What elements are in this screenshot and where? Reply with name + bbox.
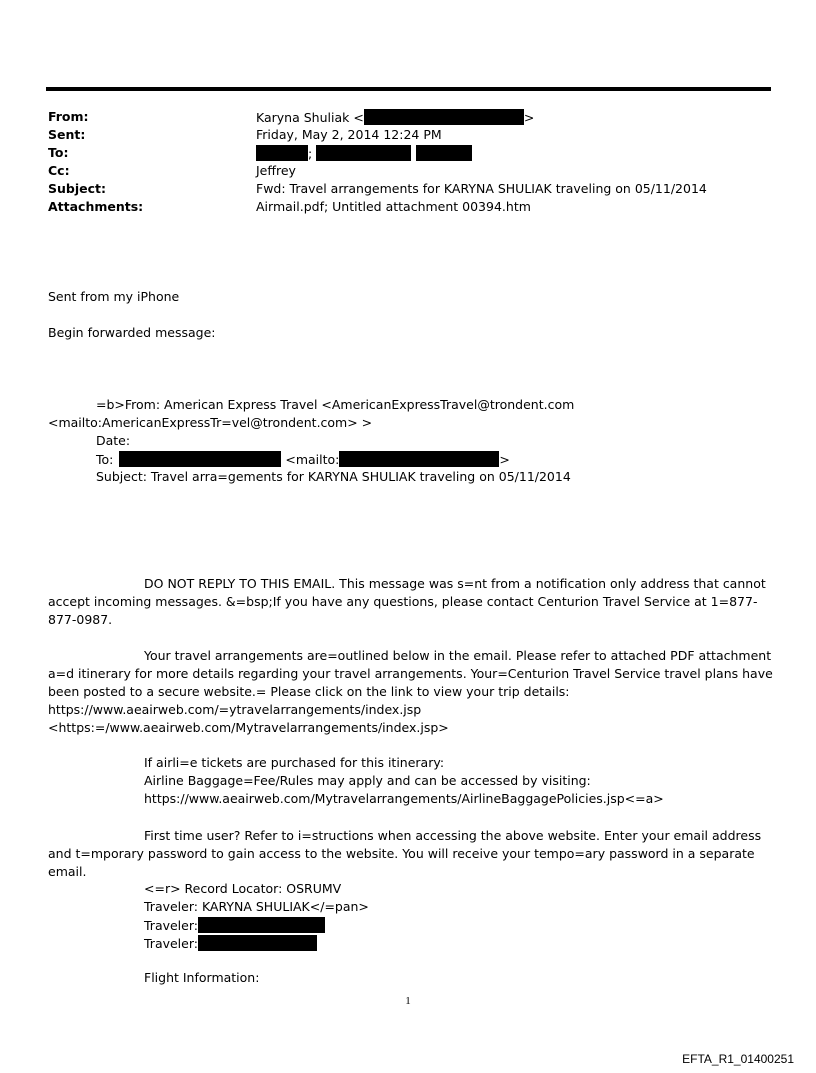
fwd-to-label: To: [96,452,114,467]
flight-information-heading: Flight Information: [144,970,260,985]
from-close: > [523,110,535,125]
traveler-2-label: Traveler: [144,918,198,933]
to-label: To: [48,145,69,160]
to-value [256,145,472,162]
redaction-box [198,935,317,951]
attachments-label: Attachments: [48,199,144,214]
redaction-box [316,145,411,161]
to-separator: ; [308,146,313,161]
cc-value: Jeffrey [256,163,296,178]
baggage-link[interactable]: https://www.aeairweb.com/Mytravelarrangements/AirlineBaggagePolicies.jsp<=a> [144,791,664,806]
fwd-subject-line: Subject: Travel arra=gements for KARYNA SHULIAK traveling on 05/11/2014 [96,469,571,484]
subject-label: Subject: [48,181,106,196]
arrangements-text: Your travel arrangements are=outlined below in the email. Please refer to attached PDF attachment a=d itinerary for more details regarding your travel arrangements. Your=Centurion Travel Service travel plans have been posted to a secure website.= Please click on the link to view your trip details: [48,648,773,699]
bates-number: EFTA_R1_01400251 [682,1052,794,1066]
fwd-from-line2: <mailto:AmericanExpressTr=vel@trondent.com> > [48,415,373,430]
notice-paragraph [48,575,778,629]
redaction-box [364,109,524,125]
first-time-text: First time user? Refer to i=structions when accessing the above website. Enter your email address and t=mporary password to gain access to the website. You will receive your tempo=ary password in a separate email. [48,828,762,879]
page-number: 1 [405,995,411,1007]
from-label: From: [48,109,89,124]
redaction-box [416,145,472,161]
fwd-date-line: Date: [96,433,131,448]
begin-forwarded-line: Begin forwarded message: [48,325,216,340]
fwd-from-line1: =b>From: American Express Travel <AmericanExpressTravel@trondent.com [96,397,575,412]
attachments-value: Airmail.pdf; Untitled attachment 00394.htm [256,199,531,214]
fwd-to-mailto: <mailto: [285,452,340,467]
baggage-line1: If airli=e tickets are purchased for this itinerary: [144,755,445,770]
redaction-box [198,917,325,933]
cc-label: Cc: [48,163,70,178]
redaction-box [339,451,499,467]
subject-value: Fwd: Travel arrangements for KARYNA SHULIAK traveling on 05/11/2014 [256,181,707,196]
from-value [256,109,534,126]
traveler-1: Traveler: KARYNA SHULIAK</=pan> [144,899,369,914]
traveler-3-label: Traveler: [144,936,198,951]
redaction-box [119,451,281,467]
fwd-to-line [96,451,510,468]
sent-from-line: Sent from my iPhone [48,289,180,304]
first-time-paragraph [48,827,778,881]
record-locator: <=r> Record Locator: OSRUMV [144,881,342,896]
header-rule [46,87,771,91]
from-name: Karyna Shuliak < [256,110,364,125]
traveler-3 [144,935,317,952]
baggage-line2: Airline Baggage=Fee/Rules may apply and can be accessed by visiting: [144,773,591,788]
trip-link[interactable]: https://www.aeairweb.com/=ytravelarrangements/index.jsp [48,702,422,717]
trip-link-alt[interactable]: <https:=/www.aeairweb.com/Mytravelarrangements/index.jsp> [48,720,449,735]
arrangements-paragraph [48,647,778,737]
redaction-box [256,145,308,161]
sent-label: Sent: [48,127,86,142]
sent-value: Friday, May 2, 2014 12:24 PM [256,127,442,142]
notice-text: DO NOT REPLY TO THIS EMAIL. This message was s=nt from a notification only address that cannot accept incoming messages. &=bsp;If you have any questions, please contact Centurion Travel Service at 1=877-877-0987. [48,576,766,627]
traveler-2 [144,917,325,934]
fwd-to-close: > [499,452,510,467]
